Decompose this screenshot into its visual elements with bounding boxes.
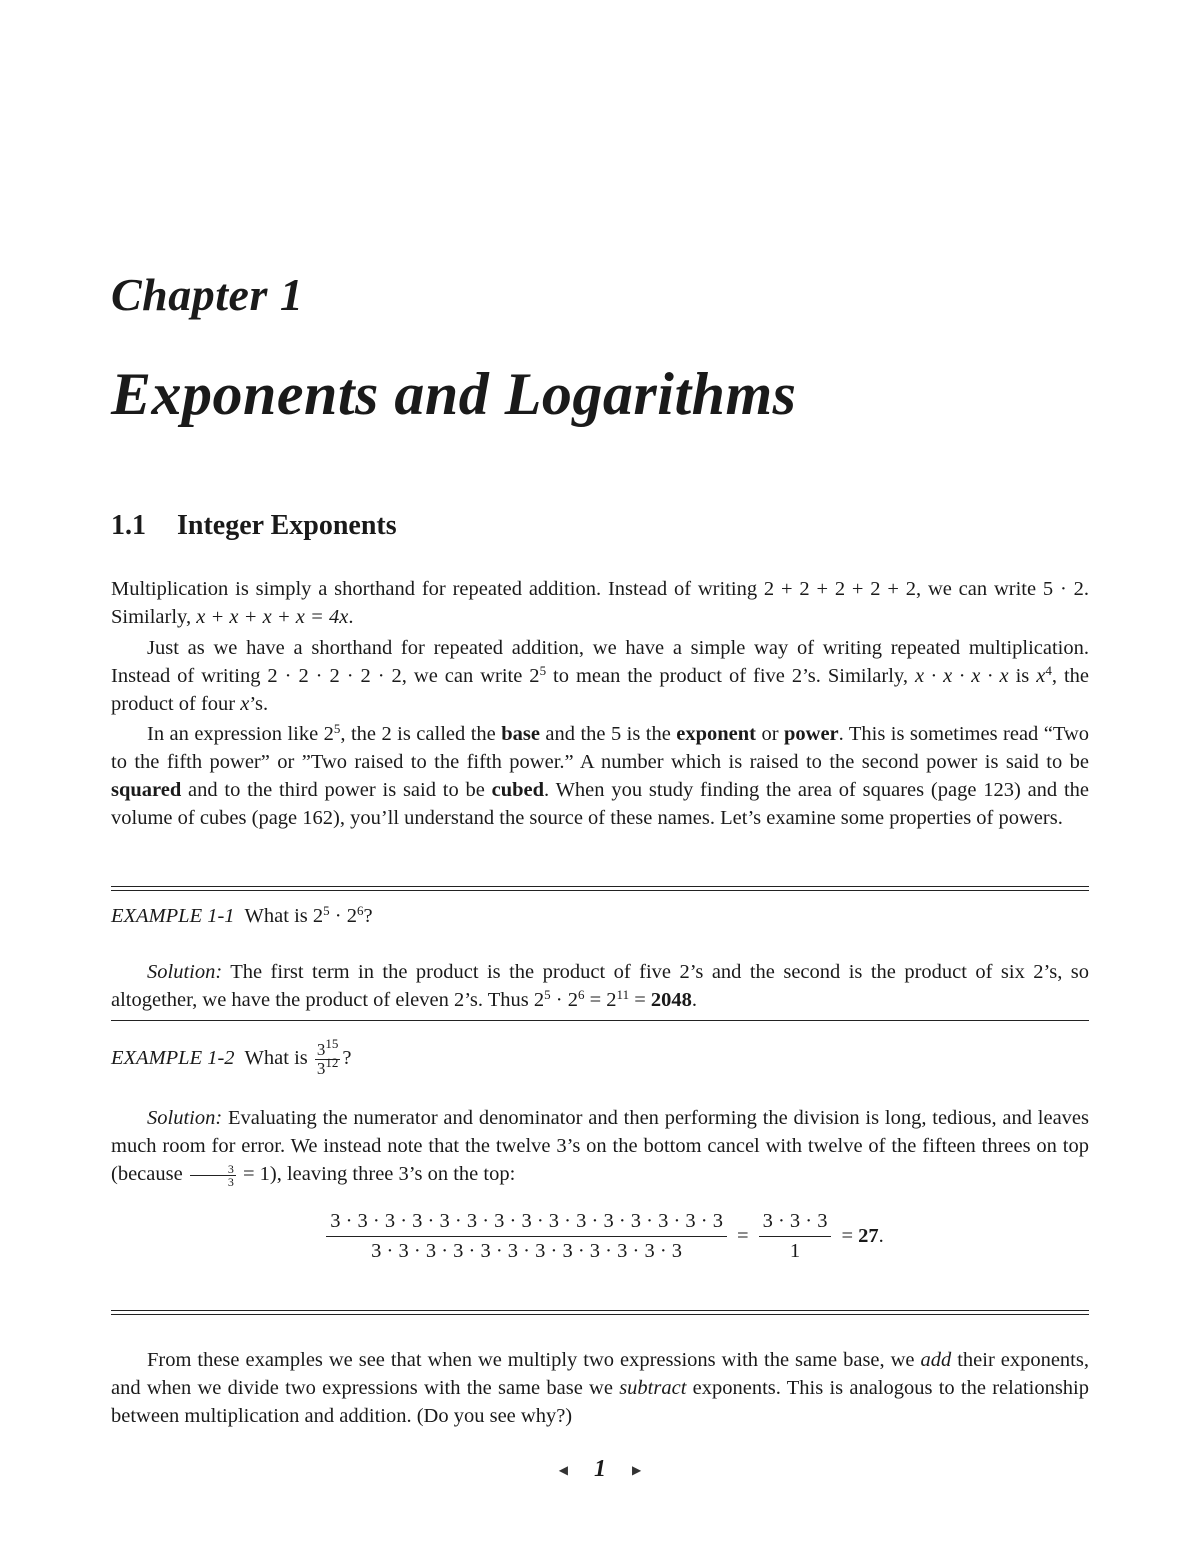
box-rule-bottom-inner xyxy=(111,1314,1089,1315)
triangle-right-icon: ▶ xyxy=(632,1462,642,1477)
answer: 27 xyxy=(858,1225,879,1247)
equals-sign: = xyxy=(841,1225,854,1247)
example-tag: EXAMPLE 1-1 xyxy=(111,905,235,927)
box-rule-bottom xyxy=(111,1310,1089,1311)
exponent: 5 xyxy=(323,902,330,918)
section-number: 1.1 xyxy=(111,510,146,541)
fraction-short xyxy=(759,1210,832,1263)
math-variable: x xyxy=(1036,665,1046,687)
math-expression: x + x + x + x = 4x xyxy=(196,606,349,628)
exponent: 6 xyxy=(577,986,585,1002)
box-rule-top-inner xyxy=(111,890,1089,891)
denominator: 1 xyxy=(789,1240,801,1262)
triangle-left-icon: ◀ xyxy=(558,1462,568,1477)
equals-sign: = xyxy=(737,1225,749,1247)
term-power: power xyxy=(784,723,839,745)
book-page xyxy=(111,0,1089,1553)
text: Multiplication is simply a shorthand for repeated addition. Instead of writing 2 + 2 + 2 + 2 + 2, we can write 5 · 2. Similarly, xyxy=(111,578,1089,628)
page-number: 1 xyxy=(594,1456,606,1482)
math-variable: x xyxy=(240,693,250,715)
fraction-long xyxy=(326,1210,727,1263)
text: From these examples we see that when we multiply two expressions with the same base, we xyxy=(147,1349,921,1371)
exponent: 12 xyxy=(325,1054,339,1070)
text: · 2 xyxy=(329,905,357,927)
example-2-question xyxy=(111,1032,351,1084)
numerator: 3 · 3 · 3 · 3 · 3 · 3 · 3 · 3 · 3 · 3 · 3 · 3 · 3 · 3 · 3 xyxy=(326,1210,727,1237)
text: . xyxy=(691,989,698,1011)
answer: 2048 xyxy=(650,989,692,1011)
box-rule-top xyxy=(111,886,1089,887)
emphasis: subtract xyxy=(619,1377,687,1399)
numerator: 3 · 3 · 3 xyxy=(759,1210,832,1237)
text: Evaluating the numerator and denominator and then performing the division is long, tedious, and leaves much room for error. We instead note that the twelve 3’s on the bottom cancel with twelve of the fifteen threes on top (because xyxy=(111,1107,1089,1185)
text: = 1), leaving three 3’s on the top: xyxy=(237,1163,516,1185)
closing-paragraph xyxy=(111,1346,1089,1430)
text: or xyxy=(756,723,784,745)
text: Just as we have a shorthand for repeated addition, we have a simple way of writing repeated multiplication. Instead of writing 2 · 2 · 2 · 2 · 2, we can write 2 xyxy=(111,637,1089,687)
example-2-solution xyxy=(111,1104,1089,1188)
text: ? xyxy=(363,905,373,927)
fraction xyxy=(190,1163,236,1188)
math-expression: x · x · x · x xyxy=(914,665,1009,687)
text: , the product of four xyxy=(111,665,1089,715)
example-divider xyxy=(111,1020,1089,1021)
numerator-base: 3 xyxy=(316,1039,326,1059)
exponent: 4 xyxy=(1045,662,1052,678)
text: to mean the product of five 2’s. Similarly, xyxy=(546,665,915,687)
term-base: base xyxy=(501,723,540,745)
paragraph-2 xyxy=(111,634,1089,718)
solution-label: Solution: xyxy=(147,1107,223,1129)
text: What is xyxy=(244,1047,313,1069)
example-tag: EXAMPLE 1-2 xyxy=(111,1047,235,1069)
text: is xyxy=(1008,665,1037,687)
exponent: 11 xyxy=(616,986,630,1002)
text: · 2 xyxy=(550,989,578,1011)
text: . When you study finding the area of squares (page 123) and the volume of cubes (page 162), you’ll understand the source of these names. Let’s examine some properties of powers. xyxy=(111,779,1090,829)
page-footer xyxy=(111,1456,1089,1483)
denominator: 3 · 3 · 3 · 3 · 3 · 3 · 3 · 3 · 3 · 3 · 3 · 3 xyxy=(371,1240,683,1262)
text: their exponents, and when we divide two expressions with the same base we xyxy=(111,1349,1089,1399)
text: = 2 xyxy=(584,989,617,1011)
section-title: Integer Exponents xyxy=(177,510,397,541)
display-equation xyxy=(111,1210,1089,1263)
exponent: 6 xyxy=(356,902,364,918)
exponent: 5 xyxy=(539,662,547,678)
text: = xyxy=(629,989,651,1011)
text: . xyxy=(348,606,354,628)
paragraph-1 xyxy=(111,575,1089,631)
text: What is 2 xyxy=(244,905,324,927)
emphasis: add xyxy=(920,1349,952,1371)
text: ? xyxy=(342,1047,352,1069)
term-cubed: cubed xyxy=(491,779,545,801)
exponent: 15 xyxy=(325,1035,339,1051)
denominator-base: 3 xyxy=(316,1058,326,1078)
chapter-title: Exponents and Logarithms xyxy=(111,361,797,427)
exponent: 5 xyxy=(333,720,341,736)
text: and to the third power is said to be xyxy=(181,779,492,801)
solution-label: Solution: xyxy=(147,961,223,983)
section-heading xyxy=(111,510,397,542)
text: . xyxy=(878,1225,884,1247)
text: and the 5 is the xyxy=(539,723,677,745)
text: exponents. This is analogous to the relationship between multiplication and addition. (Do you see why?) xyxy=(111,1377,1089,1427)
text: The first term in the product is the product of five 2’s and the second is the product of six 2’s, so altogether, we have the product of eleven 2’s. Thus 2 xyxy=(111,961,1089,1011)
text: . This is sometimes read “Two to the fifth power” or ”Two raised to the fifth power.” A number which is raised to the second power is said to be xyxy=(111,723,1089,773)
text: ’s. xyxy=(249,693,269,715)
term-exponent: exponent xyxy=(676,723,757,745)
fraction xyxy=(315,1035,341,1078)
numerator: 3 xyxy=(190,1163,236,1176)
paragraph-3 xyxy=(111,720,1089,832)
chapter-label: Chapter 1 xyxy=(111,269,304,320)
exponent: 5 xyxy=(544,986,551,1002)
text: In an expression like 2 xyxy=(147,723,334,745)
example-1-solution xyxy=(111,958,1089,1014)
term-squared: squared xyxy=(111,779,182,801)
denominator: 3 xyxy=(227,1174,234,1189)
text: , the 2 is called the xyxy=(340,723,502,745)
example-1-question xyxy=(111,902,373,930)
